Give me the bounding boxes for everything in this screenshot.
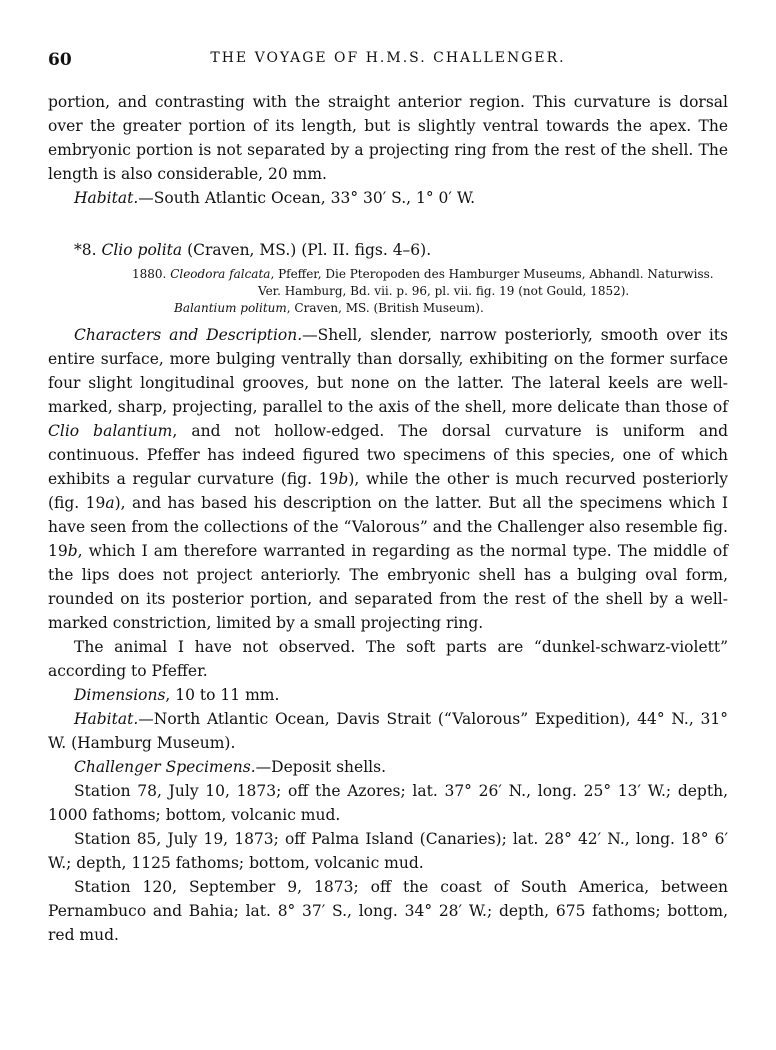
species-name: Clio polita xyxy=(101,241,183,259)
page-body xyxy=(48,90,728,947)
station-entry: Station 85, July 19, 1873; off Palma Island (Canaries); lat. 28° 42′ N., long. 18° 6′ W.; depth, 1125 fathoms; bottom, volcanic mud. xyxy=(48,830,728,872)
figure-letter: b xyxy=(338,470,349,488)
figure-letter: b xyxy=(67,542,78,560)
synonymy-citation: , Craven, MS. (British Museum). xyxy=(286,301,484,315)
species-reference: Clio balantium xyxy=(48,422,173,440)
challenger-text: —Deposit shells. xyxy=(255,758,386,776)
synonymy-block xyxy=(48,266,728,317)
dimensions-label: Dimensions xyxy=(74,686,166,704)
station-entry: Station 78, July 10, 1873; off the Azores; lat. 37° 26′ N., long. 25° 13′ W.; depth, 1000 fathoms; bottom, volcanic mud. xyxy=(48,782,728,824)
synonymy-name: Cleodora falcata xyxy=(170,267,271,281)
dimensions-text: , 10 to 11 mm. xyxy=(165,686,280,704)
characters-text: , which I am therefore warranted in regarding as the normal type. The middle of the lips does not project anteriorly. The embryonic shell has a bulging oval form, rounded on its posterior portion, and separated from the rest of the shell by a well-marked constriction, limited by a small projecting ring. xyxy=(48,542,728,632)
challenger-specimens-paragraph xyxy=(48,755,728,779)
characters-text: , and not hollow-edged. The dorsal curvature is uniform and continuous. Pfeffer has indeed figured two specimens of this species, one of which exhibits a regular curvature (fig. 19 xyxy=(48,422,728,488)
characters-label: Characters and Description. xyxy=(74,326,303,344)
synonymy-name: Balantium politum xyxy=(174,301,287,315)
species-heading xyxy=(48,238,728,262)
characters-text: —Shell, slender, narrow posteriorly, smooth over its entire surface, more bulging ventrally than dorsally, exhibiting on the former surface four slight longitudinal grooves, but none on the latter. The lateral keels are well-marked, sharp, projecting, parallel to the axis of the shell, more delicate than those of xyxy=(48,326,728,416)
characters-paragraph xyxy=(48,323,728,635)
characters-text: ), and has based his description on the latter. But all the specimens which I have seen from the collections of the “Valorous” and the Challenger also resemble fig. 19 xyxy=(48,494,728,560)
synonymy-year: 1880. xyxy=(132,267,167,281)
synonymy-citation: , Pfeffer, Die Pteropoden des Hamburger Museums, Abhandl. Naturwiss. xyxy=(270,267,714,281)
synonymy-line xyxy=(132,300,728,317)
synonymy-line: Ver. Hamburg, Bd. vii. p. 96, pl. vii. fig. 19 (not Gould, 1852). xyxy=(258,284,630,298)
dimensions-paragraph xyxy=(48,683,728,707)
paragraph-continuation: portion, and contrasting with the straight anterior region. This curvature is dorsal over the greater portion of its length, but is slightly ventral towards the apex. The embryonic portion is not separated by a projecting ring from the rest of the shell. The length is also considerable, 20 mm. xyxy=(48,93,728,183)
figure-letter: a xyxy=(105,494,115,512)
running-header xyxy=(48,50,728,74)
section-gap xyxy=(48,210,728,238)
challenger-label: Challenger Specimens. xyxy=(74,758,256,776)
animal-paragraph: The animal I have not observed. The soft parts are “dunkel-schwarz-violett” according to Pfeffer. xyxy=(48,638,728,680)
running-title: THE VOYAGE OF H.M.S. CHALLENGER. xyxy=(210,50,566,66)
habitat-label: Habitat. xyxy=(74,189,139,207)
characters-text: ), while the other is much recurved posteriorly (fig. 19 xyxy=(48,470,728,512)
species-number: *8. xyxy=(74,241,97,259)
habitat-text: —North Atlantic Ocean, Davis Strait (“Valorous” Expedition), 44° N., 31° W. (Hamburg Museum). xyxy=(48,710,728,752)
page-number: 60 xyxy=(48,50,72,70)
habitat-text: —South Atlantic Ocean, 33° 30′ S., 1° 0′ W. xyxy=(138,189,476,207)
habitat-paragraph-2 xyxy=(48,707,728,755)
habitat-label: Habitat. xyxy=(74,710,139,728)
synonymy-line xyxy=(132,266,728,283)
species-authority: (Craven, MS.) (Pl. II. figs. 4–6). xyxy=(182,241,432,259)
habitat-paragraph-1 xyxy=(48,186,728,210)
station-entry: Station 120, September 9, 1873; off the coast of South America, between Pernambuco and Bahia; lat. 8° 37′ S., long. 34° 28′ W.; depth, 675 fathoms; bottom, red mud. xyxy=(48,878,728,944)
